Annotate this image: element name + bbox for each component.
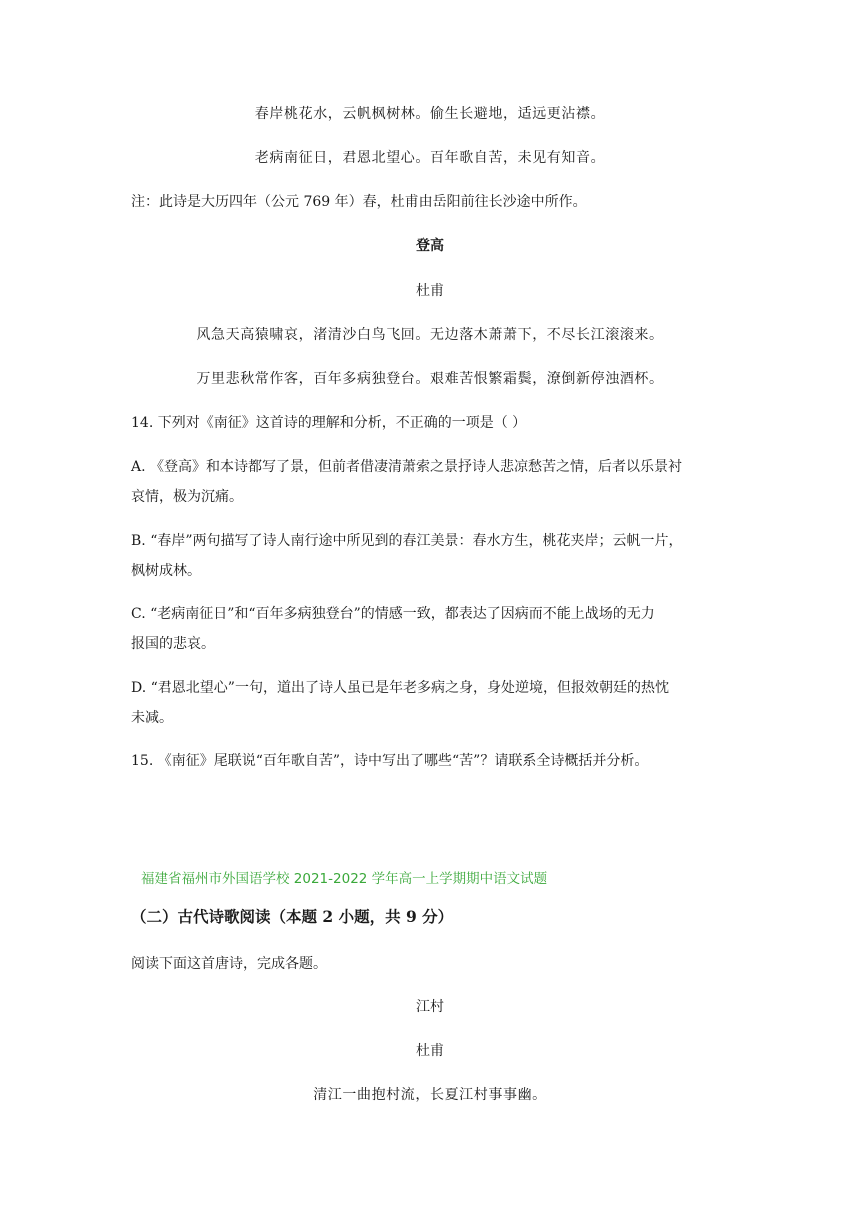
poem2-title: 登高 (416, 238, 444, 254)
question-15-stem: 15. 《南征》尾联说“百年歌自苦”，诗中写出了哪些“苦”？请联系全诗概括并分析。 (131, 753, 649, 769)
source-citation: 福建省福州市外国语学校 2021-2022 学年高一上学期期中语文试题 (141, 871, 548, 887)
poem1-line-1: 春岸桃花水，云帆枫树林。偷生长避地，适远更沾襟。 (254, 106, 606, 122)
poem2-line-1: 风急天高猿啸哀，渚清沙白鸟飞回。无边落木萧萧下，不尽长江滚滚来。 (196, 327, 664, 343)
option-c-line-1: C. “老病南征日”和“百年多病独登台”的情感一致，都表达了因病而不能上战场的无力 (131, 606, 655, 622)
poem2-author: 杜甫 (416, 283, 444, 299)
question-14-stem: 14. 下列对《南征》这首诗的理解和分析，不正确的一项是（ ） (131, 415, 527, 431)
poem3-title: 江村 (416, 999, 444, 1015)
option-d-line-1: D. “君恩北望心”一句，道出了诗人虽已是年老多病之身，身处逆境，但报效朝廷的热忱 (131, 680, 669, 696)
section-title: （二）古代诗歌阅读（本题 2 小题，共 9 分） (131, 907, 454, 926)
poem1-note: 注：此诗是大历四年（公元 769 年）春，杜甫由岳阳前往长沙途中所作。 (131, 194, 587, 210)
option-d-line-2: 未减。 (131, 710, 173, 726)
option-b-line-1: B. “春岸”两句描写了诗人南行途中所见到的春江美景：春水方生，桃花夹岸；云帆一片， (131, 533, 683, 549)
poem1-line-2: 老病南征日，君恩北望心。百年歌自苦，未见有知音。 (254, 150, 606, 166)
option-a-line-2: 哀情，极为沉痛。 (131, 489, 243, 505)
option-c-line-2: 报国的悲哀。 (131, 636, 215, 652)
option-b-line-2: 枫树成林。 (131, 563, 201, 579)
poem2-line-2: 万里悲秋常作客，百年多病独登台。艰难苦恨繁霜鬓，潦倒新停浊酒杯。 (196, 371, 664, 387)
instruction-text: 阅读下面这首唐诗，完成各题。 (131, 956, 327, 972)
poem3-author: 杜甫 (416, 1043, 444, 1059)
poem3-line-1: 清江一曲抱村流，长夏江村事事幽。 (313, 1087, 547, 1103)
option-a-line-1: A. 《登高》和本诗都写了景，但前者借凄清萧索之景抒诗人悲凉愁苦之情，后者以乐景衬 (131, 459, 683, 475)
